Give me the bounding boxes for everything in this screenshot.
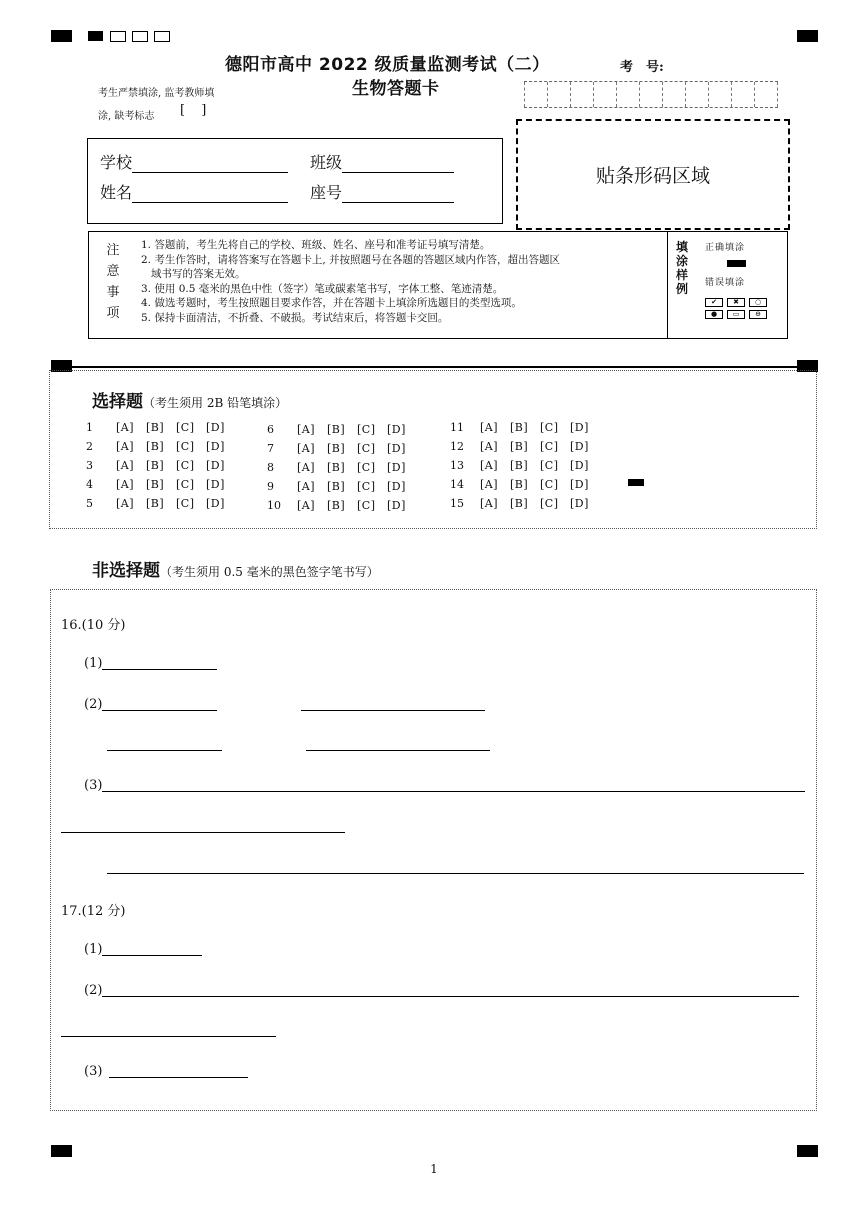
q17-part2-label: (2) <box>84 983 103 998</box>
choice-row-4: 4 [A] [B] [C] [D] <box>86 478 225 491</box>
choice-row-6: 6 [A] [B] [C] [D] <box>267 423 406 436</box>
registration-mark-top-right <box>797 30 818 42</box>
nonchoice-section-title: 非选择题（考生须用 0.5 毫米的黑色签字笔书写） <box>92 561 379 581</box>
question-16-label: 16.(10 分) <box>61 618 126 633</box>
notes-divider <box>667 232 668 338</box>
answer-line[interactable] <box>61 1036 276 1037</box>
q16-part1-label: (1) <box>84 656 103 671</box>
note-item: 域书写的答案无效。 <box>151 268 246 280</box>
note-item: 5. 保持卡面清洁，不折叠、不破损。考试结束后，将答题卡交回。 <box>141 311 449 324</box>
answer-line[interactable] <box>102 955 202 956</box>
answer-line[interactable] <box>306 750 490 751</box>
notes-list <box>141 238 667 325</box>
page-indicator-filled <box>88 31 103 41</box>
choice-row-1: 1 [A] [B] [C] [D] <box>86 421 225 434</box>
answer-line[interactable] <box>301 710 485 711</box>
answer-line[interactable] <box>61 832 345 833</box>
answer-card-title: 生物答题卡 <box>352 79 440 99</box>
school-field[interactable] <box>100 150 288 173</box>
note-item: 3. 使用 0.5 毫米的黑色中性（签字）笔或碳素笔书写，字体工整、笔迹清楚。 <box>141 282 504 295</box>
notes-heading: 注 意 事 项 <box>106 243 120 321</box>
answer-line[interactable] <box>107 873 804 874</box>
class-field[interactable] <box>310 150 454 173</box>
wrong-sample-minus-circle-icon: ⊖ <box>749 310 767 319</box>
barcode-label: 贴条形码区域 <box>595 165 710 187</box>
choice-row-9: 9 [A] [B] [C] [D] <box>267 480 406 493</box>
q17-part1-label: (1) <box>84 942 103 957</box>
registration-mark-bottom-right <box>797 1145 818 1157</box>
exam-number-label: 考 号: <box>620 60 664 75</box>
page-indicator-empty <box>110 31 126 42</box>
answer-line[interactable] <box>102 791 805 792</box>
page-indicator-empty <box>132 31 148 42</box>
name-field[interactable] <box>100 180 288 203</box>
choice-row-15: 15 [A] [B] [C] [D] <box>450 497 589 510</box>
q16-part3-label: (3) <box>84 778 103 793</box>
note-item: 1. 答题前，考生先将自己的学校、班级、姓名、座号和准考证号填写清楚。 <box>141 239 491 251</box>
answer-line[interactable] <box>102 996 799 997</box>
q16-part2-label: (2) <box>84 697 103 712</box>
wrong-sample-circle-icon: ○ <box>749 298 767 307</box>
absent-note-line2: 涂, 缺考标志 <box>98 111 155 122</box>
correct-fill-sample <box>727 260 746 267</box>
choice-row-5: 5 [A] [B] [C] [D] <box>86 497 225 510</box>
choice-row-11: 11 [A] [B] [C] [D] <box>450 421 589 434</box>
choice-row-14: 14 [A] [B] [C] [D] <box>450 478 589 491</box>
notes-box <box>88 231 788 339</box>
q17-part3-label: (3) <box>84 1064 103 1079</box>
timing-mark <box>628 479 644 486</box>
wrong-sample-check-icon: ✔ <box>705 298 723 307</box>
note-item: 4. 做选考题时，考生按照题目要求作答，并在答题卡上填涂所选题目的类型选项。 <box>141 297 522 309</box>
wrong-sample-cross-icon: ✖ <box>727 298 745 307</box>
wrong-fill-label: 错误填涂 <box>705 278 746 288</box>
answer-line[interactable] <box>109 1077 248 1078</box>
choice-column <box>86 418 236 513</box>
section-divider <box>70 366 798 368</box>
exam-title: 德阳市高中 2022 级质量监测考试（二） <box>225 55 550 75</box>
answer-line[interactable] <box>107 750 222 751</box>
barcode-area[interactable] <box>516 119 790 230</box>
note-item: 2. 考生作答时，请将答案写在答题卡上, 并按照题号在各题的答题区域内作答，超出答题区 <box>141 253 561 266</box>
choice-column <box>267 420 417 515</box>
choice-row-13: 13 [A] [B] [C] [D] <box>450 459 589 472</box>
class-label: 班级 <box>310 153 343 172</box>
wrong-sample-dot-icon: ● <box>705 310 723 319</box>
registration-mark-top-left <box>51 30 72 42</box>
seat-label: 座号 <box>310 183 343 202</box>
fill-example-heading: 填 涂 样 例 <box>675 240 688 296</box>
choice-row-12: 12 [A] [B] [C] [D] <box>450 440 589 453</box>
choice-row-7: 7 [A] [B] [C] [D] <box>267 442 406 455</box>
correct-fill-label: 正确填涂 <box>705 243 746 253</box>
exam-number-grid[interactable] <box>524 81 778 108</box>
page-number: 1 <box>430 1162 438 1176</box>
school-label: 学校 <box>100 153 133 172</box>
choice-row-2: 2 [A] [B] [C] [D] <box>86 440 225 453</box>
choice-section-title: 选择题（考生须用 2B 铅笔填涂） <box>92 392 288 412</box>
choice-column <box>450 418 600 513</box>
choice-row-3: 3 [A] [B] [C] [D] <box>86 459 225 472</box>
registration-mark-bottom-left <box>51 1145 72 1157</box>
seat-field[interactable] <box>310 180 454 203</box>
choice-row-10: 10 [A] [B] [C] [D] <box>267 499 406 512</box>
absent-mark-box[interactable]: [ ] <box>180 103 213 118</box>
page-indicator-empty <box>154 31 170 42</box>
name-label: 姓名 <box>100 183 133 202</box>
choice-row-8: 8 [A] [B] [C] [D] <box>267 461 406 474</box>
absent-note: 考生严禁填涂, 监考教师填 <box>98 88 215 99</box>
answer-line[interactable] <box>102 669 217 670</box>
wrong-sample-rect-icon: ▭ <box>727 310 745 319</box>
question-17-label: 17.(12 分) <box>61 904 126 919</box>
nonchoice-section <box>50 589 817 1111</box>
answer-line[interactable] <box>102 710 217 711</box>
